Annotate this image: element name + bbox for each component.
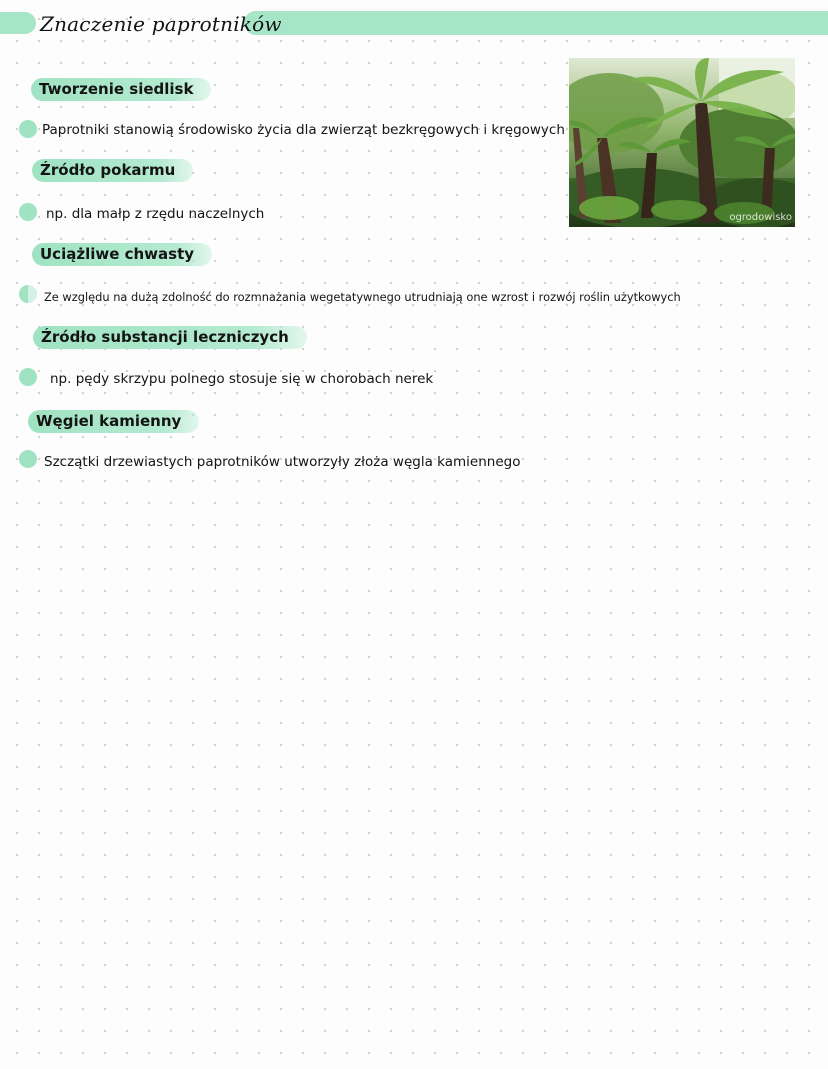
title-highlight-bar [244, 11, 828, 35]
section-text-habitats: Paprotniki stanowią środowisko życia dla zwierząt bezkręgowych i kręgowych [42, 122, 565, 138]
bullet-dot [19, 203, 37, 221]
bullet-dot [19, 368, 37, 386]
title-highlight-swash [0, 12, 36, 34]
photo-watermark: ogrodowisko [729, 212, 792, 223]
tree-fern-photo [569, 58, 795, 227]
section-heading-habitats: Tworzenie siedlisk [31, 78, 211, 101]
page-title: Znaczenie paprotników [40, 12, 282, 36]
bullet-dot [19, 120, 37, 138]
section-text-weeds: Ze względu na dużą zdolność do rozmnażania wegetatywnego utrudniają one wzrost i rozwój roślin użytkowych [44, 290, 681, 304]
section-heading-coal: Węgiel kamienny [28, 410, 199, 433]
section-text-food-source: np. dla małp z rzędu naczelnych [46, 206, 265, 222]
section-text-coal: Szczątki drzewiastych paprotników utworzyły złoża węgla kamiennego [44, 454, 521, 470]
section-heading-medicinal: Źródło substancji leczniczych [33, 326, 307, 349]
bullet-dot [19, 450, 37, 468]
section-heading-food-source: Źródło pokarmu [32, 159, 193, 182]
section-heading-weeds: Uciążliwe chwasty [32, 243, 212, 266]
bullet-dot [19, 285, 37, 303]
tree-fern-illustration [569, 58, 795, 227]
section-text-medicinal: np. pędy skrzypu polnego stosuje się w chorobach nerek [50, 371, 434, 387]
